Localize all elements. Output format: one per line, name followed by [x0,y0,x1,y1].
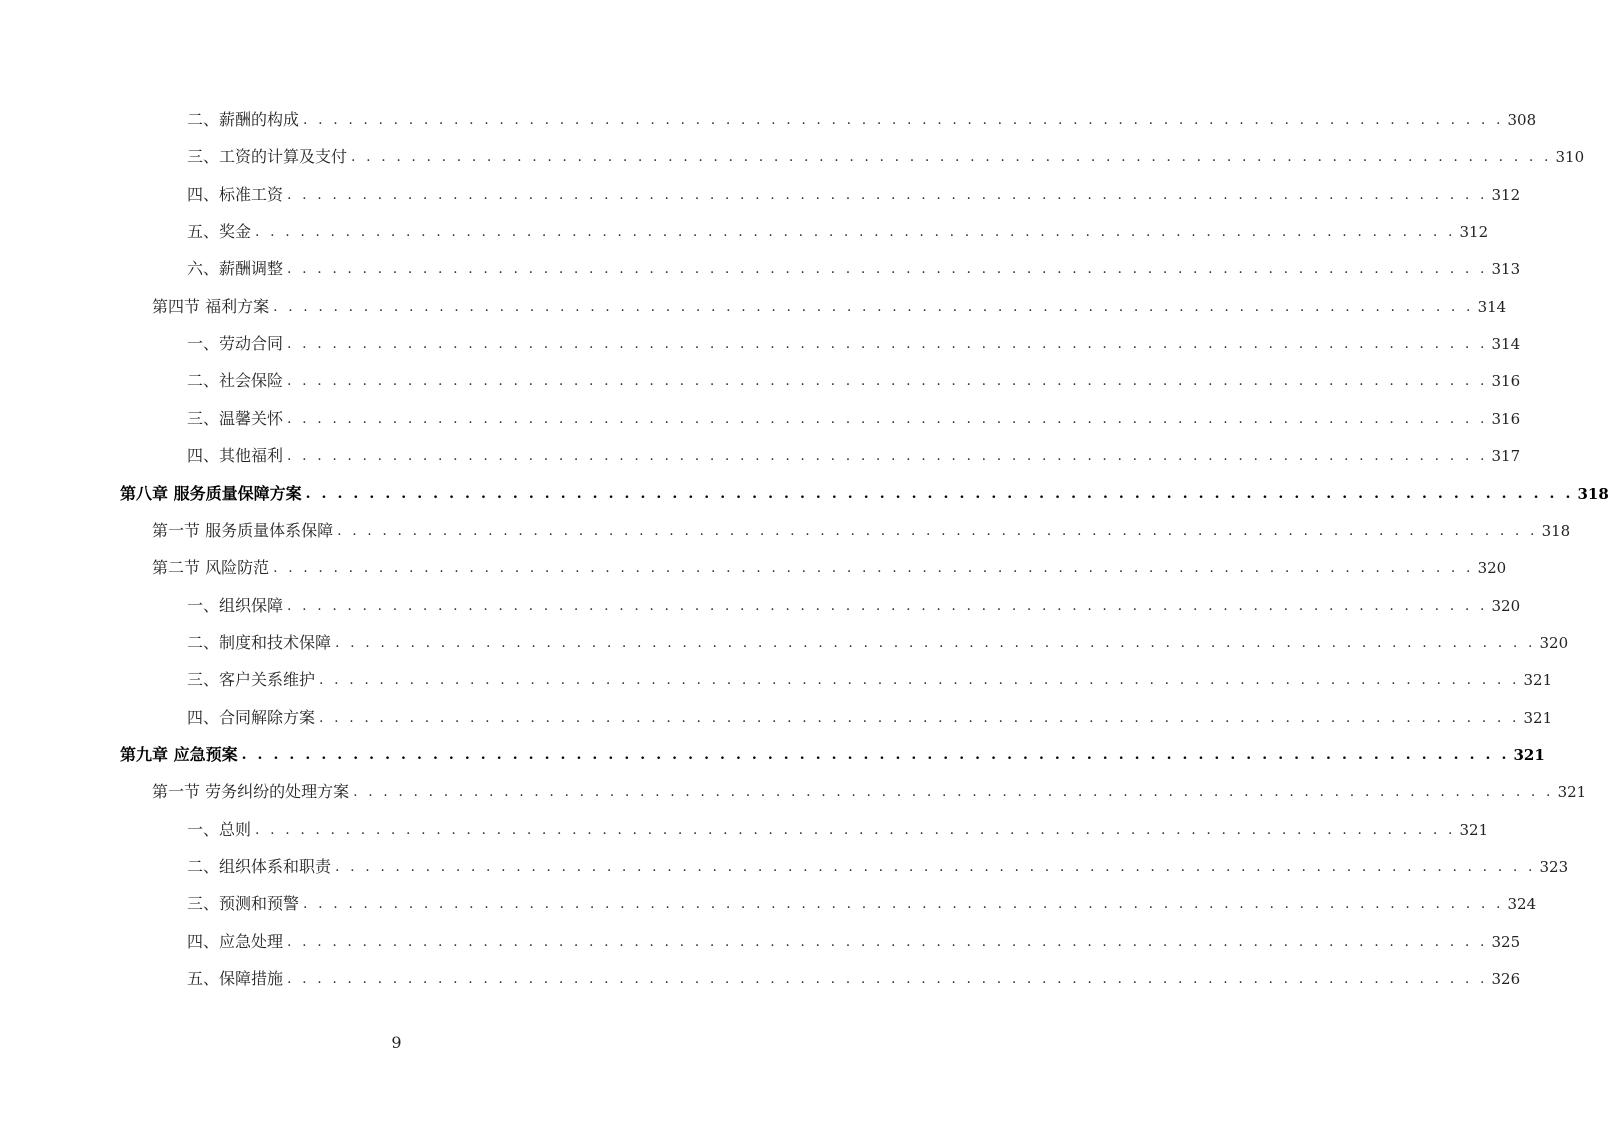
toc-entry-page: 326 [1491,970,1521,989]
dot-leader: . . . . . . . . . . . . . . . . . . . . . . . . . . . . . . . . . . . . . . . . . . . . . . . . . . . . . . . . . . . . . . . . . . . . . . . . . . . . . . . . [335,634,1536,651]
dot-leader: . . . . . . . . . . . . . . . . . . . . . . . . . . . . . . . . . . . . . . . . . . . . . . . . . . . . . . . . . . . . . . . . . . . . . . . . . . . . . . . . [287,186,1488,203]
page-number: 9 [391,1033,402,1052]
toc-entry-page: 318 [1577,484,1609,503]
toc-entry-page: 321 [1523,671,1553,690]
toc-subsection-entry[interactable] [187,819,1489,841]
toc-entry-page: 325 [1491,932,1521,951]
toc-entry-title: 五、保障措施 [187,969,284,989]
toc-entry-title: 第一节 服务质量体系保障 [152,520,334,540]
toc-section-entry[interactable] [152,781,1587,803]
dot-leader: . . . . . . . . . . . . . . . . . . . . . . . . . . . . . . . . . . . . . . . . . . . . . . . . . . . . . . . . . . . . . . . . . . . . . . . . . . . . . . . . [303,112,1504,128]
toc-entry-title: 三、预测和预警 [187,894,300,914]
toc-subsection-entry[interactable] [187,632,1569,654]
dot-leader: . . . . . . . . . . . . . . . . . . . . . . . . . . . . . . . . . . . . . . . . . . . . . . . . . . . . . . . . . . . . . . . . . . . . . . . . . . . . . . . . [287,597,1488,614]
toc-entry-title: 二、社会保险 [187,371,284,391]
toc-entry-page: 310 [1555,148,1585,167]
toc-entry-title: 四、标准工资 [187,184,284,204]
toc-subsection-entry[interactable] [187,109,1537,131]
toc-subsection-entry[interactable] [187,445,1521,467]
toc-entry-title: 六、薪酬调整 [187,259,284,279]
dot-leader: . . . . . . . . . . . . . . . . . . . . . . . . . . . . . . . . . . . . . . . . . . . . . . . . . . . . . . . . . . . . . . . . . . . . . . . . . . . . . . . . [335,859,1536,875]
toc-entry-title: 第四节 福利方案 [152,296,270,316]
toc-subsection-entry[interactable] [187,258,1521,280]
toc-subsection-entry[interactable] [187,595,1521,617]
toc-entry-title: 一、组织保障 [187,595,284,615]
toc-entry-page: 313 [1491,260,1521,279]
toc-entry-page: 321 [1513,745,1545,764]
toc-entry-title: 一、总则 [187,819,252,839]
toc-entry-title: 三、客户关系维护 [187,670,316,690]
dot-leader: . . . . . . . . . . . . . . . . . . . . . . . . . . . . . . . . . . . . . . . . . . . . . . . . . . . . . . . . . . . . . . . . . . . . . . . . . . . . . . . . [241,746,1510,763]
dot-leader: . . . . . . . . . . . . . . . . . . . . . . . . . . . . . . . . . . . . . . . . . . . . . . . . . . . . . . . . . . . . . . . . . . . . . . . . . . . . . . . . [287,261,1488,278]
dot-leader: . . . . . . . . . . . . . . . . . . . . . . . . . . . . . . . . . . . . . . . . . . . . . . . . . . . . . . . . . . . . . . . . . . . . . . . . . . . . . . . . [337,522,1538,539]
toc-subsection-entry[interactable] [187,968,1521,990]
dot-leader: . . . . . . . . . . . . . . . . . . . . . . . . . . . . . . . . . . . . . . . . . . . . . . . . . . . . . . . . . . . . . . . . . . . . . . . . . . . . . . . . [303,896,1504,913]
toc-entry-title: 二、制度和技术保障 [187,632,332,652]
toc-section-entry[interactable] [152,296,1507,318]
toc-entry-page: 316 [1491,372,1521,391]
dot-leader: . . . . . . . . . . . . . . . . . . . . . . . . . . . . . . . . . . . . . . . . . . . . . . . . . . . . . . . . . . . . . . . . . . . . . . . . . . . . . . . . [319,672,1520,689]
toc-entry-title: 一、劳动合同 [187,334,284,354]
toc-subsection-entry[interactable] [187,931,1521,953]
toc-entry-title: 第八章 服务质量保障方案 [120,483,302,503]
toc-entry-page: 321 [1557,783,1587,802]
toc-entry-title: 二、薪酬的构成 [187,110,300,129]
toc-entry-title: 第二节 风险防范 [152,558,270,578]
dot-leader: . . . . . . . . . . . . . . . . . . . . . . . . . . . . . . . . . . . . . . . . . . . . . . . . . . . . . . . . . . . . . . . . . . . . . . . . . . . . . . . . [287,410,1488,427]
toc-subsection-entry[interactable] [187,408,1521,430]
toc-entry-page: 320 [1477,559,1507,578]
toc-entry-title: 三、温馨关怀 [187,408,284,428]
toc-subsection-entry[interactable] [187,856,1569,878]
dot-leader: . . . . . . . . . . . . . . . . . . . . . . . . . . . . . . . . . . . . . . . . . . . . . . . . . . . . . . . . . . . . . . . . . . . . . . . . . . . . . . . . [255,224,1456,241]
toc-chapter-entry[interactable] [120,483,1609,505]
toc-entry-page: 323 [1539,858,1569,876]
toc-section-entry[interactable] [152,557,1507,579]
dot-leader: . . . . . . . . . . . . . . . . . . . . . . . . . . . . . . . . . . . . . . . . . . . . . . . . . . . . . . . . . . . . . . . . . . . . . . . . . . . . . . . . [351,149,1552,166]
toc-subsection-entry[interactable] [187,333,1521,355]
dot-leader: . . . . . . . . . . . . . . . . . . . . . . . . . . . . . . . . . . . . . . . . . . . . . . . . . . . . . . . . . . . . . . . . . . . . . . . . . . . . . . . . [255,821,1456,838]
toc-subsection-entry[interactable] [187,146,1585,168]
toc-section-entry[interactable] [152,520,1571,542]
dot-leader: . . . . . . . . . . . . . . . . . . . . . . . . . . . . . . . . . . . . . . . . . . . . . . . . . . . . . . . . . . . . . . . . . . . . . . . . . . . . . . . . [287,448,1488,465]
toc-subsection-entry[interactable] [187,893,1537,915]
dot-leader: . . . . . . . . . . . . . . . . . . . . . . . . . . . . . . . . . . . . . . . . . . . . . . . . . . . . . . . . . . . . . . . . . . . . . . . . . . . . . . . . [353,784,1554,801]
toc-entry-title: 四、其他福利 [187,446,284,466]
toc-entry-title: 第一节 劳务纠纷的处理方案 [152,782,350,802]
dot-leader: . . . . . . . . . . . . . . . . . . . . . . . . . . . . . . . . . . . . . . . . . . . . . . . . . . . . . . . . . . . . . . . . . . . . . . . . . . . . . . . . [319,709,1520,726]
toc-entry-title: 四、合同解除方案 [187,707,316,727]
toc-entry-page: 321 [1459,820,1489,839]
toc-entry-page: 312 [1459,223,1489,242]
dot-leader: . . . . . . . . . . . . . . . . . . . . . . . . . . . . . . . . . . . . . . . . . . . . . . . . . . . . . . . . . . . . . . . . . . . . . . . . . . . . . . . . [287,373,1488,390]
toc-entry-title: 三、工资的计算及支付 [187,147,348,167]
toc-entry-title: 五、奖金 [187,222,252,242]
toc-subsection-entry[interactable] [187,669,1553,691]
toc-entry-page: 314 [1477,297,1507,316]
toc-subsection-entry[interactable] [187,221,1489,243]
toc-entry-page: 320 [1491,596,1521,615]
toc-entry-page: 318 [1541,521,1571,540]
dot-leader: . . . . . . . . . . . . . . . . . . . . . . . . . . . . . . . . . . . . . . . . . . . . . . . . . . . . . . . . . . . . . . . . . . . . . . . . . . . . . . . . [305,485,1574,502]
toc-entry-page: 316 [1491,409,1521,428]
toc-entry-page: 320 [1539,633,1569,652]
dot-leader: . . . . . . . . . . . . . . . . . . . . . . . . . . . . . . . . . . . . . . . . . . . . . . . . . . . . . . . . . . . . . . . . . . . . . . . . . . . . . . . . [287,336,1488,353]
toc-entry-page: 317 [1491,447,1521,466]
dot-leader: . . . . . . . . . . . . . . . . . . . . . . . . . . . . . . . . . . . . . . . . . . . . . . . . . . . . . . . . . . . . . . . . . . . . . . . . . . . . . . . . [273,298,1474,315]
toc-subsection-entry[interactable] [187,370,1521,392]
toc-entry-page: 324 [1507,895,1537,914]
toc-entry-page: 321 [1523,708,1553,727]
toc-entry-title: 二、组织体系和职责 [187,857,332,876]
toc-entry-title: 四、应急处理 [187,931,284,951]
toc-subsection-entry[interactable] [187,707,1553,729]
toc-entry-page: 314 [1491,335,1521,354]
dot-leader: . . . . . . . . . . . . . . . . . . . . . . . . . . . . . . . . . . . . . . . . . . . . . . . . . . . . . . . . . . . . . . . . . . . . . . . . . . . . . . . . [287,971,1488,988]
dot-leader: . . . . . . . . . . . . . . . . . . . . . . . . . . . . . . . . . . . . . . . . . . . . . . . . . . . . . . . . . . . . . . . . . . . . . . . . . . . . . . . . [273,560,1474,577]
toc-subsection-entry[interactable] [187,184,1521,206]
toc-entry-title: 第九章 应急预案 [120,744,238,764]
toc-chapter-entry[interactable] [120,744,1545,766]
dot-leader: . . . . . . . . . . . . . . . . . . . . . . . . . . . . . . . . . . . . . . . . . . . . . . . . . . . . . . . . . . . . . . . . . . . . . . . . . . . . . . . . [287,933,1488,950]
toc-entry-page: 308 [1507,111,1537,129]
toc-entry-page: 312 [1491,185,1521,204]
